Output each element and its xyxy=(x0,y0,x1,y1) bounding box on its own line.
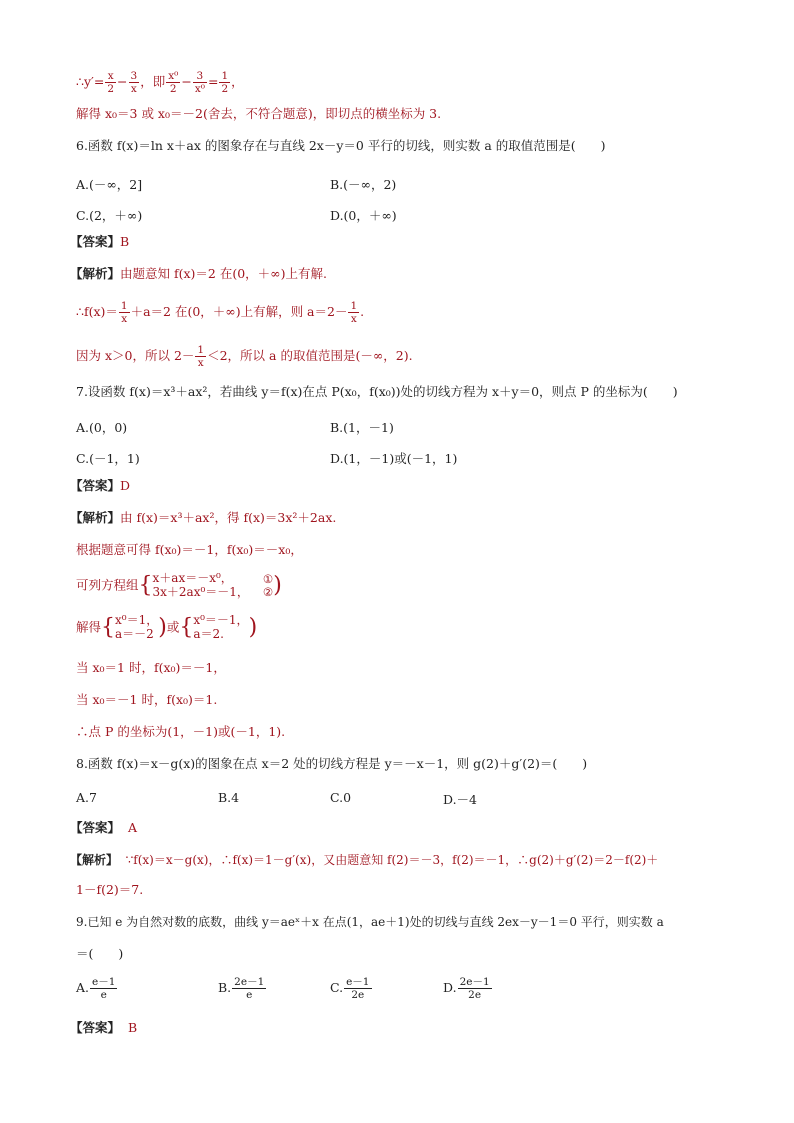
q9-answer xyxy=(70,1022,137,1035)
explanation-tag: 【解析】 xyxy=(70,853,119,867)
fraction: $\frac{1}{x}$ xyxy=(197,344,205,370)
answer-tag: 【答案】 xyxy=(70,1020,121,1035)
fraction: $\frac{2e-1}{2e}$ xyxy=(459,976,490,1002)
q6-option-b: B.(－∞，2) xyxy=(330,177,397,192)
fraction: $\frac{2e-1}{e}$ xyxy=(234,976,265,1002)
fraction: $\frac{3}{x}$ xyxy=(130,70,138,96)
fraction: $\frac{3}{\text{x⁰}}$ xyxy=(194,70,205,96)
fraction: $\frac{e-1}{2e}$ xyxy=(346,976,370,1002)
answer-tag: 【答案】 xyxy=(70,234,121,249)
q8-option-c: C.0 xyxy=(330,790,352,805)
fraction: $\frac{\text{x⁰}}{2}$ xyxy=(168,70,179,96)
q8-answer xyxy=(70,822,137,835)
q8-explanation-2: 1－f(2)＝7. xyxy=(76,882,144,897)
q9-option-c: C. $\frac{e-1}{2e}$ xyxy=(330,976,370,1002)
q9-option-a: A. $\frac{e-1}{e}$ xyxy=(76,976,116,1002)
question-8-stem: 8.函数 f(x)＝x－g(x)的图象在点 x＝2 处的切线方程是 y＝－x－1，则 g(2)＋g′(2)＝( ) xyxy=(76,756,588,771)
q8-explanation-1: 【解析】 ∵f(x)＝x－g(x)，∴f(x)＝1－g′(x)，又由题意知 f(2)＝－3，f(2)＝－1，∴g(2)＋g′(2)＝2－f(2)＋ xyxy=(70,853,659,867)
q8-option-d: D.－4 xyxy=(443,792,478,807)
q9-option-d: D. $\frac{2e-1}{2e}$ xyxy=(443,976,490,1002)
answer-tag: 【答案】 xyxy=(70,478,121,493)
q7-option-d: D.(1，－1)或(－1，1) xyxy=(330,451,458,466)
answer-tag: 【答案】 xyxy=(70,820,121,835)
q7-conclusion: ∴点 P 的坐标为(1，－1)或(－1，1). xyxy=(76,724,286,739)
answer-value: D xyxy=(120,478,131,493)
fraction: $\frac{x}{2}$ xyxy=(107,70,115,96)
q7-explanation-2: 根据题意可得 f(x₀)＝－1，f(x₀)＝－x₀， xyxy=(76,542,303,557)
q7-answer xyxy=(70,480,130,493)
answer-value: B xyxy=(120,234,130,249)
question-6-stem: 6.函数 f(x)＝ln x＋ax 的图象存在与直线 2x－y＝0 平行的切线，则实数 a 的取值范围是( ) xyxy=(76,138,606,153)
text: ∴y′= xyxy=(76,74,105,90)
q7-equation-system: 可列方程组{ x＋ax＝－x⁰， 3x＋2ax⁰＝－1， ① ② ) xyxy=(76,571,282,599)
q7-case-2: 当 x₀＝－1 时，f(x₀)＝1. xyxy=(76,692,218,707)
q7-case-1: 当 x₀＝1 时，f(x₀)＝－1， xyxy=(76,660,226,675)
q7-explanation-1: 【解析】由 f(x)＝x³＋ax²，得 f(x)＝3x²＋2ax. xyxy=(70,510,337,525)
answer-value: B xyxy=(127,1020,138,1035)
solution-line: 解得 x₀＝3 或 x₀＝－2(舍去，不符合题意)，即切点的横坐标为 3. xyxy=(76,106,442,121)
explanation-tag: 【解析】 xyxy=(70,510,121,525)
q7-option-c: C.(－1，1) xyxy=(76,451,140,466)
q6-explanation-3: 因为 x＞0，所以 2－ $\frac{1}{x}$ ＜2，所以 a 的取值范围是(－∞，2). xyxy=(76,344,413,370)
q7-option-a: A.(0，0) xyxy=(76,420,128,435)
fraction: $\frac{1}{x}$ xyxy=(350,300,358,326)
q7-solution: 解得{ x⁰＝1， a＝－2 )或{ x⁰＝－1， a＝2. ) xyxy=(76,613,258,641)
q8-option-a: A.7 xyxy=(76,790,97,805)
q6-option-a: A.(－∞，2] xyxy=(76,177,143,192)
q7-option-b: B.(1，－1) xyxy=(330,420,394,435)
answer-value: A xyxy=(127,820,137,835)
q6-explanation-2: ∴f(x)＝ $\frac{1}{x}$ ＋a＝2 在(0，＋∞)上有解，则 a＝2－ $\frac{1}{x}$ . xyxy=(76,300,365,326)
q9-option-b: B. $\frac{2e-1}{e}$ xyxy=(218,976,265,1002)
question-9-stem-2: ＝( ) xyxy=(76,946,124,961)
fraction: $\frac{e-1}{e}$ xyxy=(92,976,116,1002)
q8-option-b: B.4 xyxy=(218,790,240,805)
question-7-stem: 7.设函数 f(x)＝x³＋ax²，若曲线 y＝f(x)在点 P(x₀，f(x₀))处的切线方程为 x＋y＝0，则点 P 的坐标为( ) xyxy=(76,384,678,399)
derivative-line: ∴y′= $\frac{x}{2}$ − $\frac{3}{x}$ ，即 $\frac{\text{x⁰}}{2}$ − $\frac{3}{\text{x⁰}}$ = $\frac{1}{2}$ ， xyxy=(76,70,244,96)
q6-explanation-1: 【解析】由题意知 f(x)＝2 在(0，＋∞)上有解. xyxy=(70,266,327,281)
explanation-tag: 【解析】 xyxy=(70,266,121,281)
q6-answer xyxy=(70,236,129,249)
question-9-stem-1: 9.已知 e 为自然对数的底数，曲线 y＝aeˣ＋x 在点(1，ae＋1)处的切线与直线 2ex－y－1＝0 平行，则实数 a xyxy=(76,915,664,929)
fraction: $\frac{1}{x}$ xyxy=(120,300,128,326)
q6-option-c: C.(2，＋∞) xyxy=(76,208,143,223)
q6-option-d: D.(0，＋∞) xyxy=(330,208,397,223)
fraction: $\frac{1}{2}$ xyxy=(221,70,229,96)
